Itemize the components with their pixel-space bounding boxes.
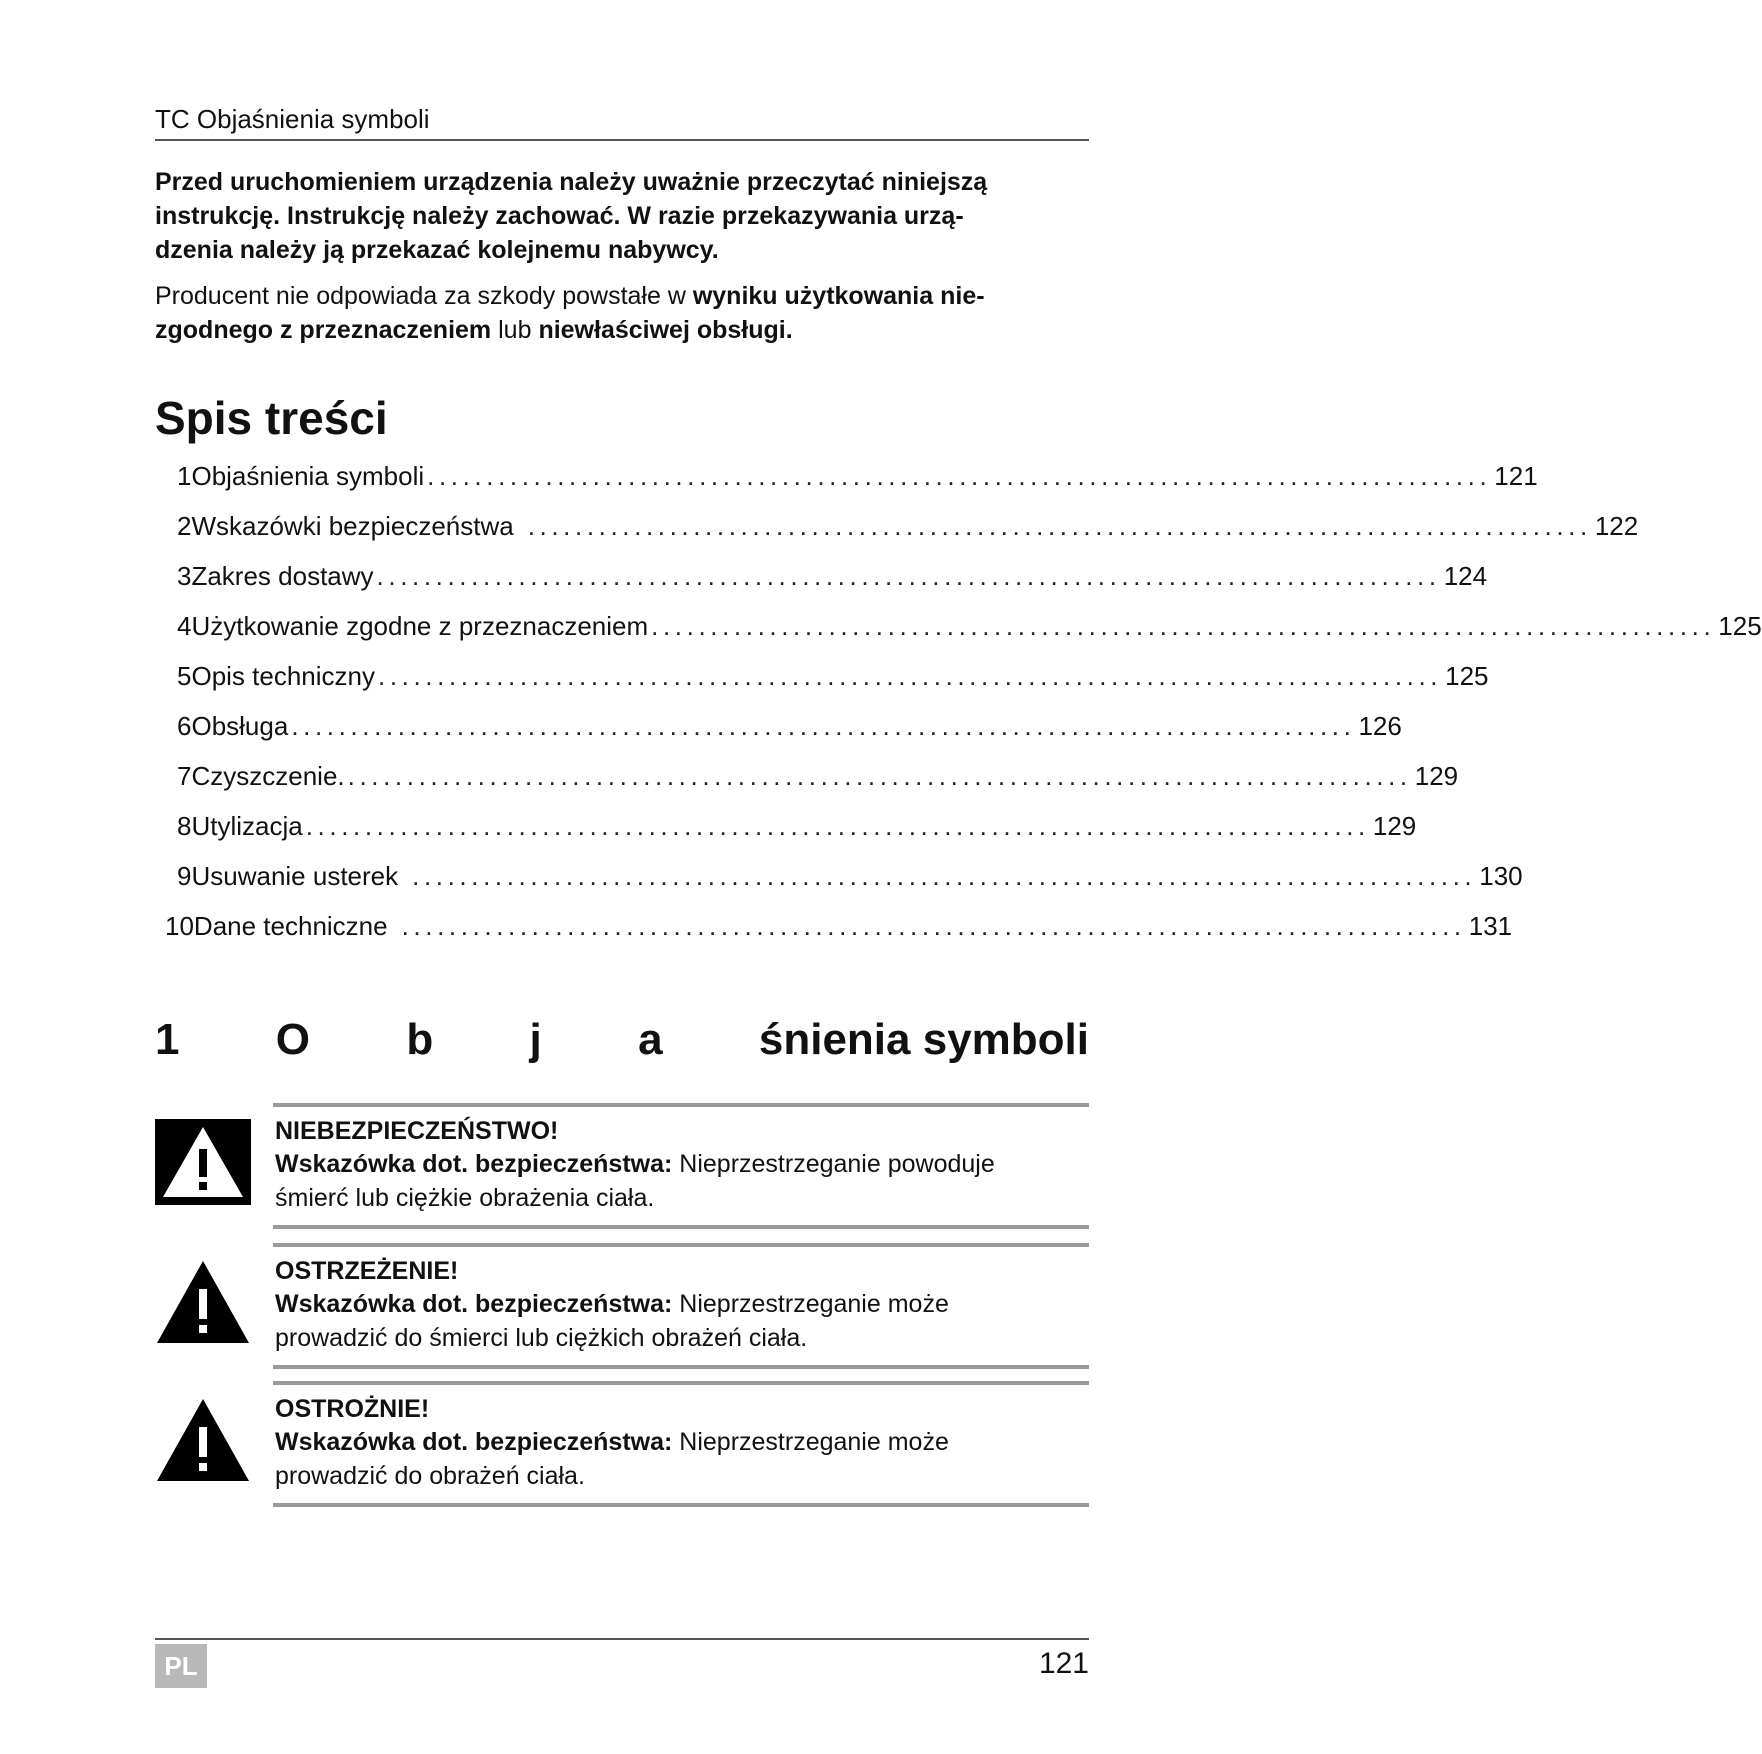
section-1-heading xyxy=(155,1012,1089,1068)
toc-entry-label: Czyszczenie. xyxy=(191,761,345,791)
intro-line: instrukcję. Instrukcję należy zachować. W razie przekazywania urzą- xyxy=(155,202,964,230)
toc-entry-page: 130 xyxy=(1479,861,1523,891)
notice-text xyxy=(275,1287,1087,1355)
toc-entry-label: Dane techniczne xyxy=(193,911,388,941)
liability-disclaimer xyxy=(155,279,1089,347)
notice-body: Nieprzestrzeganie może xyxy=(672,1428,949,1456)
notice-line: śmierć lub ciężkie obrażenia ciała. xyxy=(275,1184,655,1212)
caution-triangle-icon xyxy=(155,1397,251,1483)
disclaimer-bold: niewłaściwej obsługi. xyxy=(538,316,793,344)
heading-part: 1 xyxy=(155,1015,180,1064)
disclaimer-bold: wyniku użytkowania nie- xyxy=(692,282,985,310)
disclaimer-line-1 xyxy=(155,279,1089,313)
toc-entry-page: 124 xyxy=(1443,561,1488,591)
toc-entry-number: 7 xyxy=(177,761,192,791)
notice-line xyxy=(275,1147,1087,1181)
toc-leader-dots: .......................................................................................... xyxy=(412,861,1477,891)
notice-box xyxy=(273,1243,1089,1369)
disclaimer-bold: zgodnego z przeznaczeniem xyxy=(155,316,492,344)
disclaimer-text: lub xyxy=(491,316,539,344)
notice-title: OSTRZEŻENIE! xyxy=(275,1257,459,1285)
notice-box xyxy=(273,1103,1089,1229)
toc-entry-number: 10 xyxy=(165,911,194,941)
notice-lead: Wskazówka dot. bezpieczeństwa: xyxy=(275,1428,673,1456)
toc-entry-page: 126 xyxy=(1358,711,1402,741)
toc-entry[interactable] xyxy=(155,509,1639,543)
toc-title: Spis treści xyxy=(155,392,388,444)
toc-leader-dots: .......................................................................................... xyxy=(427,461,1492,491)
toc-leader-dots: .......................................................................................... xyxy=(291,711,1356,741)
toc-leader-dots: .......................................................................................... xyxy=(651,611,1716,641)
toc-entry-page: 125 xyxy=(1445,661,1489,691)
notice-line xyxy=(275,1287,1087,1321)
warning-triangle-icon xyxy=(155,1259,251,1345)
toc-entry[interactable] xyxy=(155,459,1538,493)
toc-entry[interactable] xyxy=(155,909,1513,943)
toc-entry[interactable] xyxy=(155,659,1489,693)
toc-entry-number: 8 xyxy=(177,811,192,841)
toc-entry-label: Obsługa xyxy=(191,711,289,741)
notice-line: prowadzić do obrażeń ciała. xyxy=(275,1462,585,1490)
intro-warning xyxy=(155,165,1089,267)
toc-leader-dots: .......................................................................................... xyxy=(376,561,1441,591)
toc-entry-number: 4 xyxy=(177,611,192,641)
toc-leader-dots: .......................................................................................... xyxy=(305,811,1370,841)
heading-part: a xyxy=(638,1015,663,1064)
intro-line: dzenia należy ją przekazać kolejnemu nabywcy. xyxy=(155,236,719,264)
intro-line: Przed uruchomieniem urządzenia należy uważnie przeczytać niniejszą xyxy=(155,168,988,196)
toc-entry-label: Opis techniczny xyxy=(191,661,375,691)
notice-text xyxy=(275,1147,1087,1215)
footer-divider xyxy=(155,1638,1089,1640)
toc-entry[interactable] xyxy=(155,759,1459,793)
toc-entry-label: Użytkowanie zgodne z przeznaczeniem xyxy=(191,611,649,641)
heading-part: O xyxy=(275,1015,311,1064)
running-header: TC Objaśnienia symboli xyxy=(155,104,1089,141)
toc-entry-page: 121 xyxy=(1494,461,1538,491)
toc-entry-label: Wskazówki bezpieczeństwa xyxy=(191,511,514,541)
notice-title: NIEBEZPIECZEŃSTWO! xyxy=(275,1117,559,1145)
toc-leader-dots: .......................................................................................... xyxy=(347,761,1412,791)
notice-title: OSTROŻNIE! xyxy=(275,1395,430,1423)
toc-entry[interactable] xyxy=(155,709,1402,743)
notice-body: Nieprzestrzeganie może xyxy=(672,1290,949,1318)
toc-entry[interactable] xyxy=(155,609,1762,643)
notice-line xyxy=(275,1425,1087,1459)
disclaimer-line-2 xyxy=(155,313,1089,347)
page-number: 121 xyxy=(1038,1647,1089,1680)
toc-entry[interactable] xyxy=(155,559,1488,593)
toc-leader-dots: .......................................................................................... xyxy=(378,661,1443,691)
toc-entry-label: Utylizacja xyxy=(191,811,303,841)
heading-part: j xyxy=(529,1015,542,1064)
toc-entry-page: 129 xyxy=(1414,761,1459,791)
toc-entry-number: 9 xyxy=(177,861,192,891)
toc-entry-label: Zakres dostawy xyxy=(191,561,374,591)
warning-notice xyxy=(155,1243,1095,1363)
toc-entry-page: 131 xyxy=(1468,911,1513,941)
notice-lead: Wskazówka dot. bezpieczeństwa: xyxy=(275,1290,673,1318)
toc-entry-page: 122 xyxy=(1594,511,1639,541)
danger-notice xyxy=(155,1103,1095,1223)
toc-entry-label: Usuwanie usterek xyxy=(191,861,399,891)
heading-part: śnienia symboli xyxy=(758,1015,1089,1064)
toc-entry-number: 3 xyxy=(177,561,192,591)
toc-entry[interactable] xyxy=(155,859,1523,893)
toc-leader-dots: .......................................................................................... xyxy=(527,511,1592,541)
notice-line: prowadzić do śmierci lub ciężkich obrażeń ciała. xyxy=(275,1324,808,1352)
toc-entry-page: 125 xyxy=(1718,611,1762,641)
notice-body: Nieprzestrzeganie powoduje xyxy=(672,1150,995,1178)
toc-entry-number: 2 xyxy=(177,511,192,541)
toc-entry-number: 5 xyxy=(177,661,192,691)
toc-entry-number: 6 xyxy=(177,711,192,741)
caution-notice xyxy=(155,1381,1095,1501)
toc-leader-dots: .......................................................................................... xyxy=(401,911,1466,941)
heading-part: b xyxy=(406,1015,434,1064)
language-badge: PL xyxy=(155,1644,207,1688)
toc-entry-number: 1 xyxy=(177,461,192,491)
notice-lead: Wskazówka dot. bezpieczeństwa: xyxy=(275,1150,673,1178)
toc-entry-page: 129 xyxy=(1372,811,1417,841)
toc-entry[interactable] xyxy=(155,809,1417,843)
danger-warning-icon xyxy=(155,1119,251,1205)
notice-text xyxy=(275,1425,1087,1493)
toc-entry-label: Objaśnienia symboli xyxy=(191,461,425,491)
notice-box xyxy=(273,1381,1089,1507)
disclaimer-text: Producent nie odpowiada za szkody powstałe w xyxy=(155,282,693,310)
